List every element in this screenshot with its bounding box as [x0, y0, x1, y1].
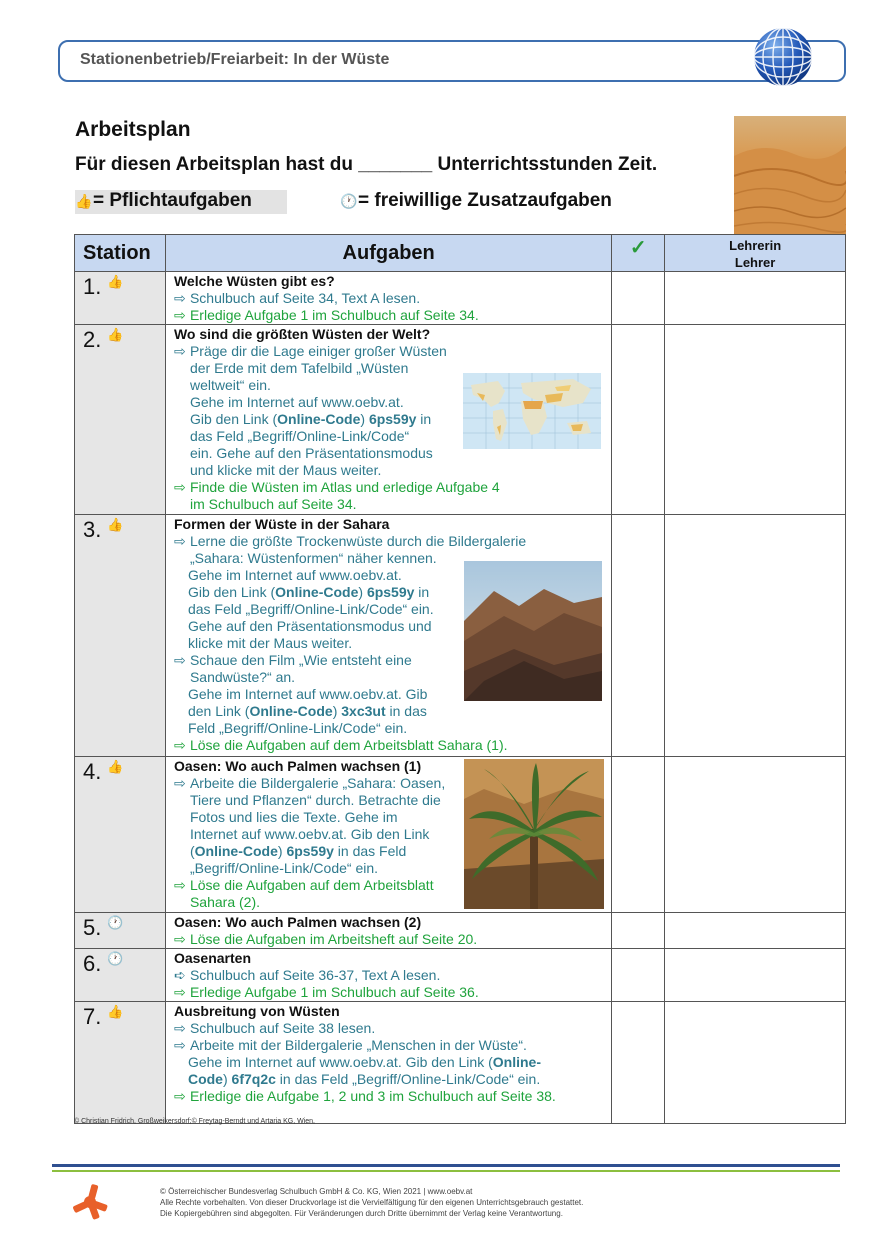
world-map-image — [463, 373, 601, 449]
arrow-right-icon: ⇨ — [173, 877, 186, 893]
teacher-cell[interactable] — [665, 325, 846, 515]
check-cell[interactable] — [612, 515, 665, 757]
footer-line-blue — [52, 1164, 840, 1167]
work-plan-table — [74, 234, 846, 1124]
station-number: 1. 👍 — [75, 272, 166, 325]
thumbs-up-icon: 👍 — [107, 517, 124, 532]
station-number: 5. 🕐 — [75, 913, 166, 949]
task-cell: Welche Wüsten gibt es? ⇨ Schulbuch auf Seite 34, Text A lesen. ⇨ Erledige Aufgabe 1 im Schulbuch auf Seite 34. — [165, 272, 611, 325]
task-cell: Ausbreitung von Wüsten ⇨ Schulbuch auf Seite 38 lesen. ⇨ Arbeite mit der Bildergalerie „Menschen in der Wüste“. Gehe im Internet auf www.oebv.at. Gib den Link (Online- Code) 6f7q2c in das Feld „Begriff/Online-Link/Code“ ein. ⇨ Erledige die Aufgabe 1, 2 und 3 im Schulbuch auf Seite 38. — [165, 1002, 611, 1124]
arrow-right-icon: ➪ — [173, 967, 186, 983]
arrow-right-icon: ⇨ — [173, 1037, 186, 1053]
arrow-right-icon: ⇨ — [173, 533, 186, 549]
table-row — [75, 1002, 846, 1124]
check-cell[interactable] — [612, 949, 665, 1002]
task-cell: Wo sind die größten Wüsten der Welt? ⇨ Präge dir die Lage einiger großer Wüsten der Erde mit dem Tafelbild „Wüsten weltweit“ ein. Gehe im Internet auf www.oebv.at. Gib den Link (Online-Code) 6ps59y in das Feld „Begriff/Online-Link/Code“ ein. Gehe auf den Präsentationsmodus und klicke mit der Maus weiter. ⇨ Finde die Wüsten im Atlas und erledige Aufgabe 4 im Schulbuch auf Seite 34. — [165, 325, 611, 515]
col-lehrer: Lehrerin Lehrer — [665, 235, 846, 272]
arrow-right-icon: ⇨ — [173, 290, 186, 306]
check-cell[interactable] — [612, 1002, 665, 1124]
station-number: 3. 👍 — [75, 515, 166, 757]
clock-icon: 🕐 — [107, 951, 124, 966]
table-row — [75, 757, 846, 913]
image-credits: © Christian Fridrich, Großweikersdorf;© Freytag-Berndt und Artaria KG, Wien, — [74, 1118, 316, 1125]
task-cell: Formen der Wüste in der Sahara ⇨ Lerne die größte Trockenwüste durch die Bildergalerie „Sahara: Wüstenformen“ näher kennen. Gehe im Internet auf www.oebv.at. Gib den Link (Online-Code) 6ps59y in das Feld „Begriff/Online-Link/Code“ ein. Gehe auf den Präsentationsmodus und klicke mit der Maus weiter. ⇨ Schaue den Film „Wie entsteht eine Sandwüste?“ an. Gehe im Internet auf www.oebv.at. Gib den Link (Online-Code) 3xc3ut in das Feld „Begriff/Online-Link/Code“ ein. ⇨ Löse die Aufgaben auf dem Arbeitsblatt Sahara (1). — [165, 515, 611, 757]
teacher-cell[interactable] — [665, 272, 846, 325]
task-cell: Oasen: Wo auch Palmen wachsen (1) ⇨ Arbeite die Bildergalerie „Sahara: Oasen, Tiere und Pflanzen“ durch. Betrachte die Fotos und lies die Texte. Gehe im Internet auf www.oebv.at. Gib den Link (Online-Code) 6ps59y in das Feld „Begriff/Online-Link/Code“ ein. ⇨ Löse die Aufgaben auf dem Arbeitsblatt Sahara (2). — [165, 757, 611, 913]
arrow-right-icon: ⇨ — [173, 1088, 186, 1104]
table-row — [75, 325, 846, 515]
task-cell: Oasenarten ➪ Schulbuch auf Seite 36-37, Text A lesen. ⇨ Erledige Aufgabe 1 im Schulbuch auf Seite 36. — [165, 949, 611, 1002]
arrow-right-icon: ⇨ — [173, 307, 186, 323]
thumbs-up-icon: 👍 — [75, 193, 93, 209]
check-cell[interactable] — [612, 913, 665, 949]
teacher-cell[interactable] — [665, 913, 846, 949]
check-cell[interactable] — [612, 272, 665, 325]
footer-text: © Österreichischer Bundesverlag Schulbuch GmbH & Co. KG, Wien 2021 | www.oebv.at Alle Rechte vorbehalten. Von dieser Druckvorlage ist die Vervielfältigung für den eigenen Unterrichtsgebrauch gestattet. Die Kopiergebühren sind abgegolten. Für Veränderungen durch Dritte übernimmt der Verlag keine Verantwortung. — [160, 1187, 584, 1218]
legend-pflicht: 👍= Pflichtaufgaben — [75, 190, 287, 214]
teacher-cell[interactable] — [665, 949, 846, 1002]
table-row — [75, 949, 846, 1002]
header-bar — [58, 40, 846, 82]
arrow-right-icon: ⇨ — [173, 984, 186, 1000]
station-number: 6. 🕐 — [75, 949, 166, 1002]
publisher-logo — [70, 1182, 110, 1222]
header-title: Stationenbetrieb/Freiarbeit: In der Wüste — [80, 51, 390, 68]
station-number: 7. 👍 — [75, 1002, 166, 1124]
station-number: 4. 👍 — [75, 757, 166, 913]
thumbs-up-icon: 👍 — [107, 327, 124, 342]
station-number: 2. 👍 — [75, 325, 166, 515]
task-cell: Oasen: Wo auch Palmen wachsen (2) ⇨ Löse die Aufgaben im Arbeitsheft auf Seite 20. — [165, 913, 611, 949]
palm-oasis-image — [464, 759, 604, 909]
arrow-right-icon: ⇨ — [173, 479, 186, 495]
col-station: Station — [75, 235, 166, 272]
thumbs-up-icon: 👍 — [107, 759, 124, 774]
legend-frei: 🕐= freiwillige Zusatzaufgaben — [340, 190, 612, 211]
col-aufgaben: Aufgaben — [165, 235, 611, 272]
arrow-right-icon: ⇨ — [173, 652, 186, 668]
table-row — [75, 272, 846, 325]
teacher-cell[interactable] — [665, 757, 846, 913]
checkmark-icon: ✓ — [612, 235, 665, 272]
teacher-cell[interactable] — [665, 515, 846, 757]
desert-photo — [734, 116, 846, 234]
clock-icon: 🕐 — [107, 915, 124, 930]
arrow-right-icon: ⇨ — [173, 931, 186, 947]
thumbs-up-icon: 👍 — [107, 1004, 124, 1019]
check-cell[interactable] — [612, 325, 665, 515]
clock-icon: 🕐 — [340, 193, 358, 209]
arrow-right-icon: ⇨ — [173, 775, 186, 791]
thumbs-up-icon: 👍 — [107, 274, 124, 289]
arrow-right-icon: ⇨ — [173, 343, 186, 359]
table-row — [75, 515, 846, 757]
arrow-right-icon: ⇨ — [173, 737, 186, 753]
teacher-cell[interactable] — [665, 1002, 846, 1124]
sahara-mountains-image — [464, 561, 602, 701]
table-row — [75, 913, 846, 949]
check-cell[interactable] — [612, 757, 665, 913]
arrow-right-icon: ⇨ — [173, 1020, 186, 1036]
page-title: Arbeitsplan — [75, 118, 191, 141]
time-line: Für diesen Arbeitsplan hast du _______ Unterrichtsstunden Zeit. — [75, 154, 658, 175]
globe-icon — [752, 26, 814, 88]
footer-line-green — [52, 1170, 840, 1172]
